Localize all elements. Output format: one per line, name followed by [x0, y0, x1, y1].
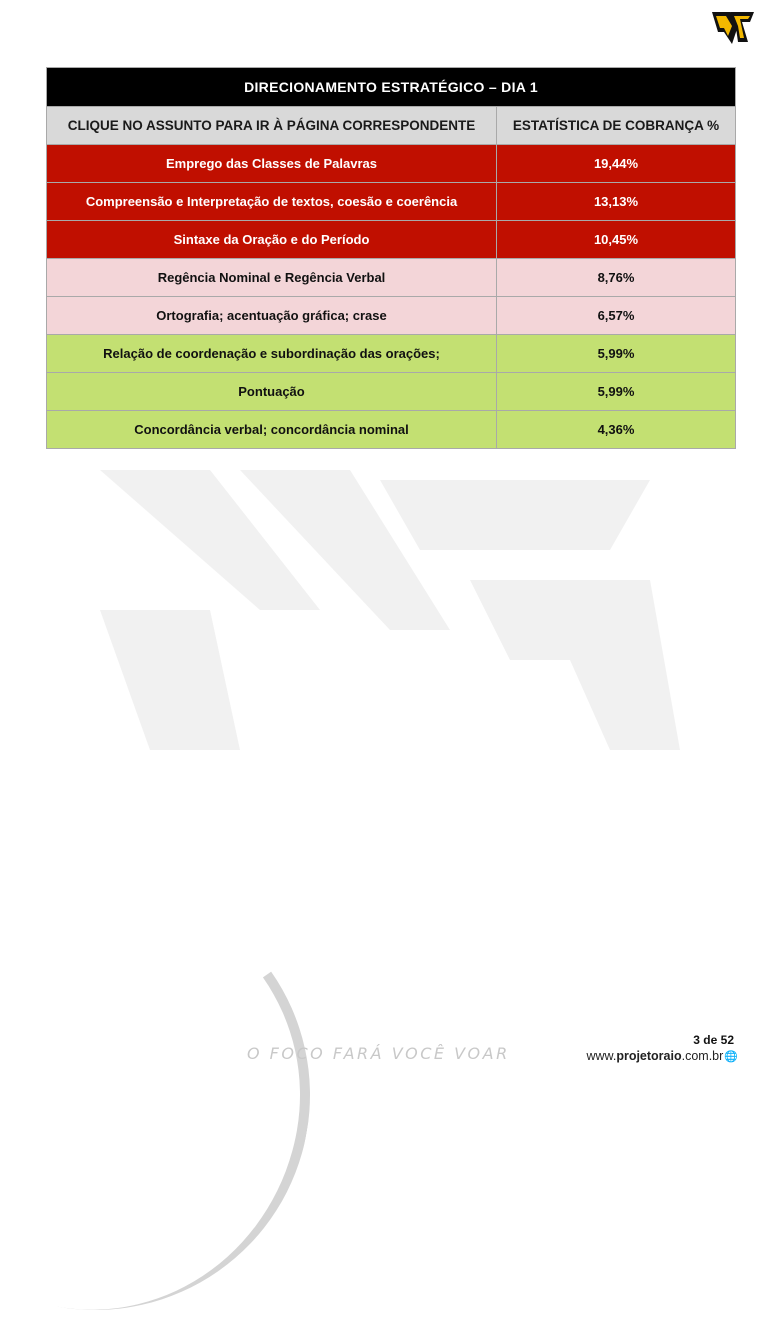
table-row: [47, 297, 736, 335]
direcionamento-table: [46, 67, 736, 449]
footer-slogan: O FOCO FARÁ VOCÊ VOAR: [247, 1044, 510, 1063]
table-row: [47, 259, 736, 297]
site-link[interactable]: [586, 1049, 738, 1063]
table-title: DIRECIONAMENTO ESTRATÉGICO – DIA 1: [47, 68, 736, 107]
stat-cell: 19,44%: [497, 145, 736, 183]
table-row: [47, 335, 736, 373]
subject-link[interactable]: Emprego das Classes de Palavras: [47, 145, 497, 183]
subject-link[interactable]: Regência Nominal e Regência Verbal: [47, 259, 497, 297]
site-suffix: .com.br: [681, 1049, 724, 1063]
raio-logo: [708, 8, 758, 48]
subject-link[interactable]: Ortografia; acentuação gráfica; crase: [47, 297, 497, 335]
page-number: 3 de 52: [693, 1033, 734, 1047]
decorative-swoosh: [0, 846, 344, 1344]
stat-cell: 10,45%: [497, 221, 736, 259]
site-brand: projetoraio: [616, 1049, 682, 1063]
stat-cell: 5,99%: [497, 335, 736, 373]
subject-link[interactable]: Concordância verbal; concordância nominal: [47, 411, 497, 449]
globe-icon: 🌐: [724, 1051, 738, 1063]
table-row: [47, 145, 736, 183]
site-prefix: www.: [586, 1049, 617, 1063]
subject-link[interactable]: Pontuação: [47, 373, 497, 411]
subject-link[interactable]: Compreensão e Interpretação de textos, coesão e coerência: [47, 183, 497, 221]
column-header-stat: ESTATÍSTICA DE COBRANÇA %: [497, 107, 736, 145]
column-header-subject: CLIQUE NO ASSUNTO PARA IR À PÁGINA CORRESPONDENTE: [47, 107, 497, 145]
table-row: [47, 373, 736, 411]
table-row: [47, 411, 736, 449]
table-row: [47, 221, 736, 259]
stat-cell: 8,76%: [497, 259, 736, 297]
stat-cell: 5,99%: [497, 373, 736, 411]
stat-cell: 6,57%: [497, 297, 736, 335]
table-row: [47, 183, 736, 221]
stat-cell: 13,13%: [497, 183, 736, 221]
subject-link[interactable]: Sintaxe da Oração e do Período: [47, 221, 497, 259]
subject-link[interactable]: Relação de coordenação e subordinação das orações;: [47, 335, 497, 373]
watermark-logo: [90, 460, 690, 760]
stat-cell: 4,36%: [497, 411, 736, 449]
